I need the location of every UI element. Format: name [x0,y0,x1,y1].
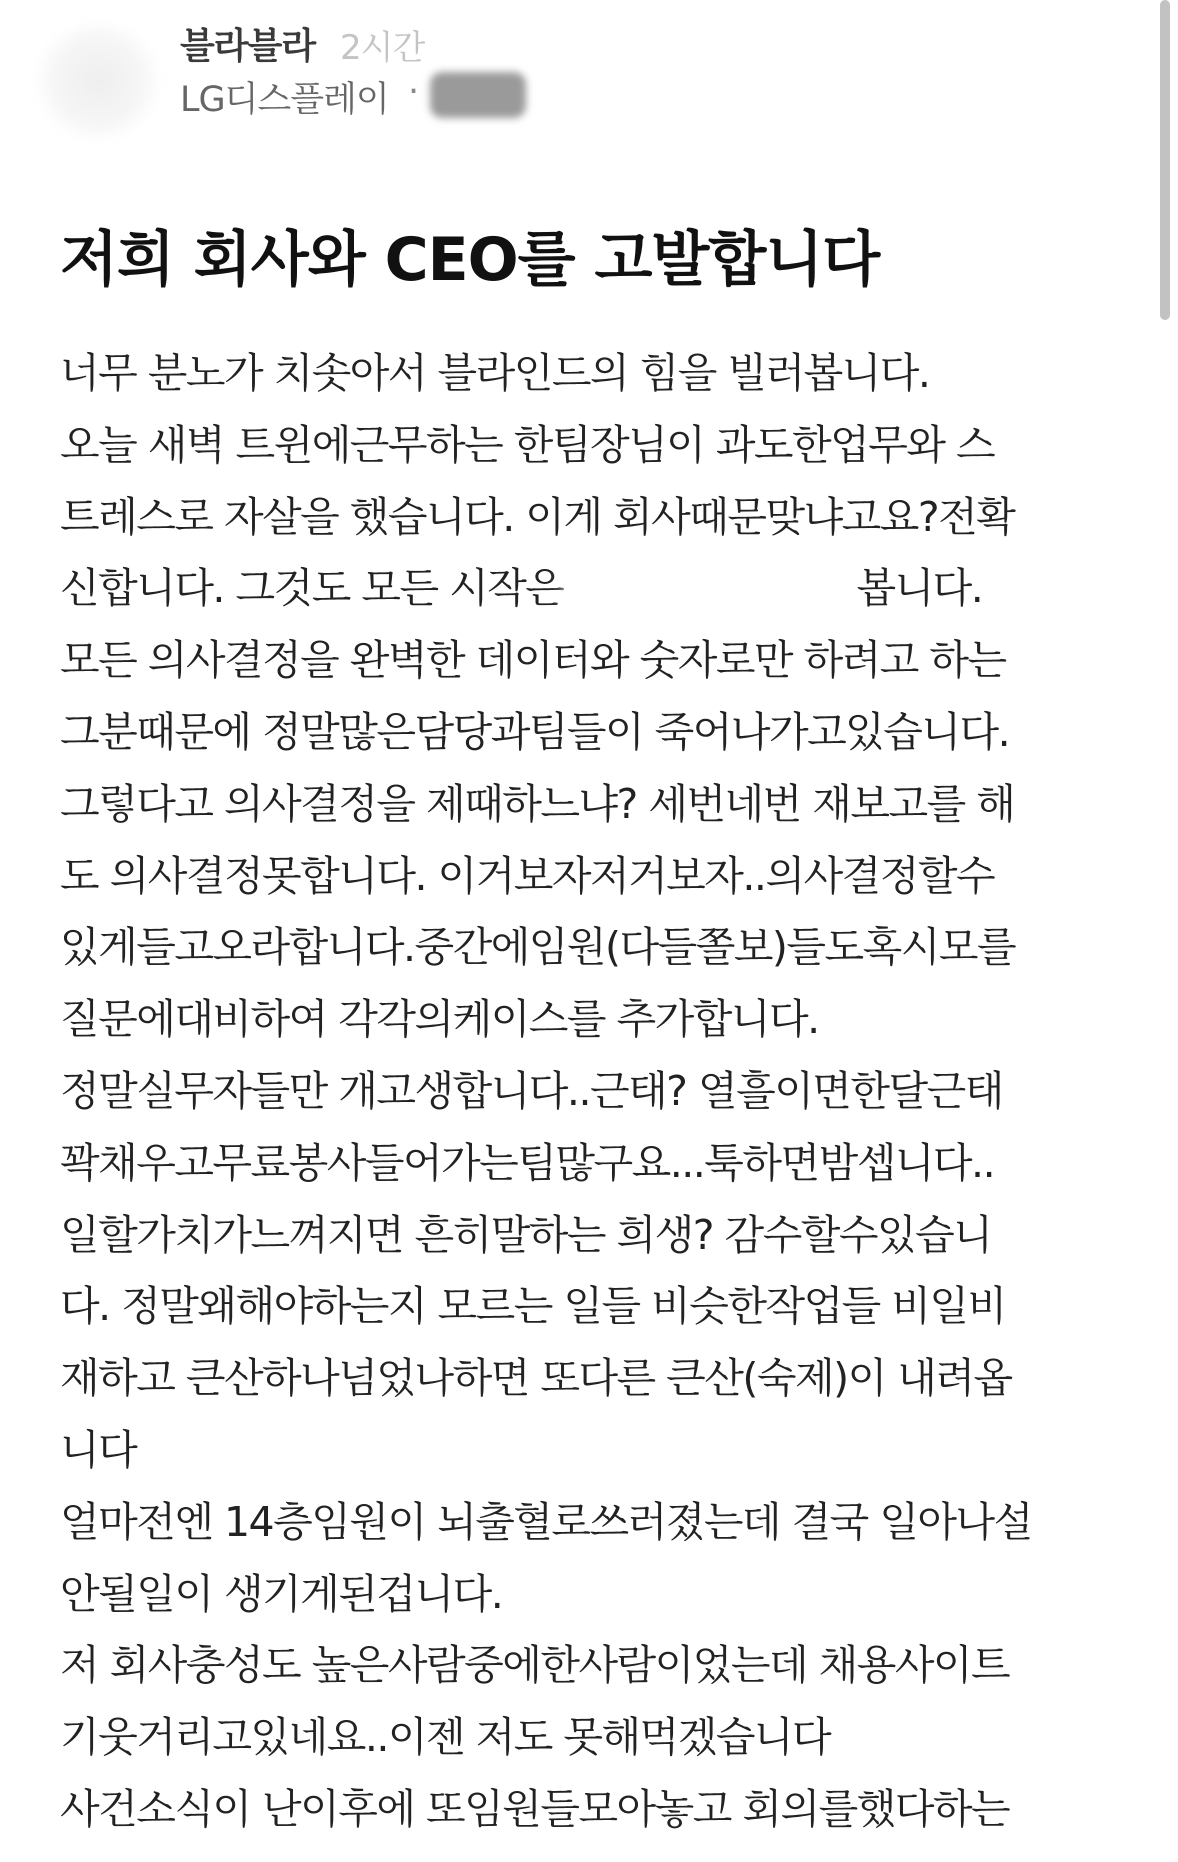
body-line: 니다 [60,1425,137,1474]
redacted-text [575,571,845,611]
body-line: 모든 의사결정을 완벽한 데이터와 숫자로만 하려고 하는 [60,636,1006,685]
body-line: 질문에대비하여 각각의케이스를 추가합니다. [60,995,819,1044]
body-line: 얼마전엔 14층임원이 뇌출혈로쓰러졌는데 결국 일아나설 [60,1497,1032,1546]
body-line: 다. 정말왜해야하는지 모르는 일들 비슷한작업들 비일비 [60,1282,1006,1331]
post-title: 저희 회사와 CEO를 고발합니다 [60,225,880,295]
body-line-start: 신합니다. 그것도 모든 시작은 [60,564,575,613]
body-line: 너무 분노가 치솟아서 블라인드의 힘을 빌러봅니다. [60,349,930,397]
scrollbar[interactable] [1160,0,1170,320]
body-line-end: 봅니다. [844,564,983,613]
body-line: 그렇다고 의사결정을 제때하느냐? 세번네번 재보고를 해 [60,779,1015,828]
author-name[interactable]: 블라블라 [180,26,316,67]
body-line: 기웃거리고있네요..이젠 저도 못해먹겠습니다 [60,1713,831,1762]
body-line: 안될일이 생기게된겁니다. [60,1569,503,1618]
body-line: 있게들고오라합니다.중간에임원(다들쫄보)들도혹시모를 [60,923,1016,972]
body-line: 재하고 큰산하나넘었나하면 또다른 큰산(숙제)이 내려옵 [60,1354,1012,1403]
post-time: 2시간 [340,28,425,68]
body-line: 꽉채우고무료봉사들어가는팀많구요...툭하면밤셉니다.. [60,1138,995,1187]
body-line: 정말실무자들만 개고생합니다..근태? 열흘이면한달근태 [60,1066,1003,1115]
body-line: 트레스로 자살을 했습니다. 이게 회사때문맞냐고요?전확 [60,492,1015,541]
body-line: 오늘 새벽 트윈에근무하는 한팀장님이 과도한업무와 스 [60,420,995,469]
body-line: 저 회사충성도 높은사람중에한사람이었는데 채용사이트 [60,1641,1010,1690]
blurred-nickname [430,72,526,118]
body-line [60,553,1150,625]
post-body [60,338,1150,1846]
body-line: 도 의사결정못합니다. 이거보자저거보자..의사결정할수 [60,851,995,900]
body-line: 그분때문에 정말많은담당과팀들이 죽어나가고있습니다. [60,707,1010,756]
company-name[interactable]: LG디스플레이 [180,80,389,120]
post-header [0,0,1178,150]
avatar[interactable] [38,26,158,136]
body-line: 사건소식이 난이후에 또임원들모아놓고 회의를했다하는 [60,1784,1010,1833]
separator-dot: · [408,72,420,112]
body-line: 일할가치가느껴지면 흔히말하는 희생? 감수할수있습니 [60,1210,992,1259]
